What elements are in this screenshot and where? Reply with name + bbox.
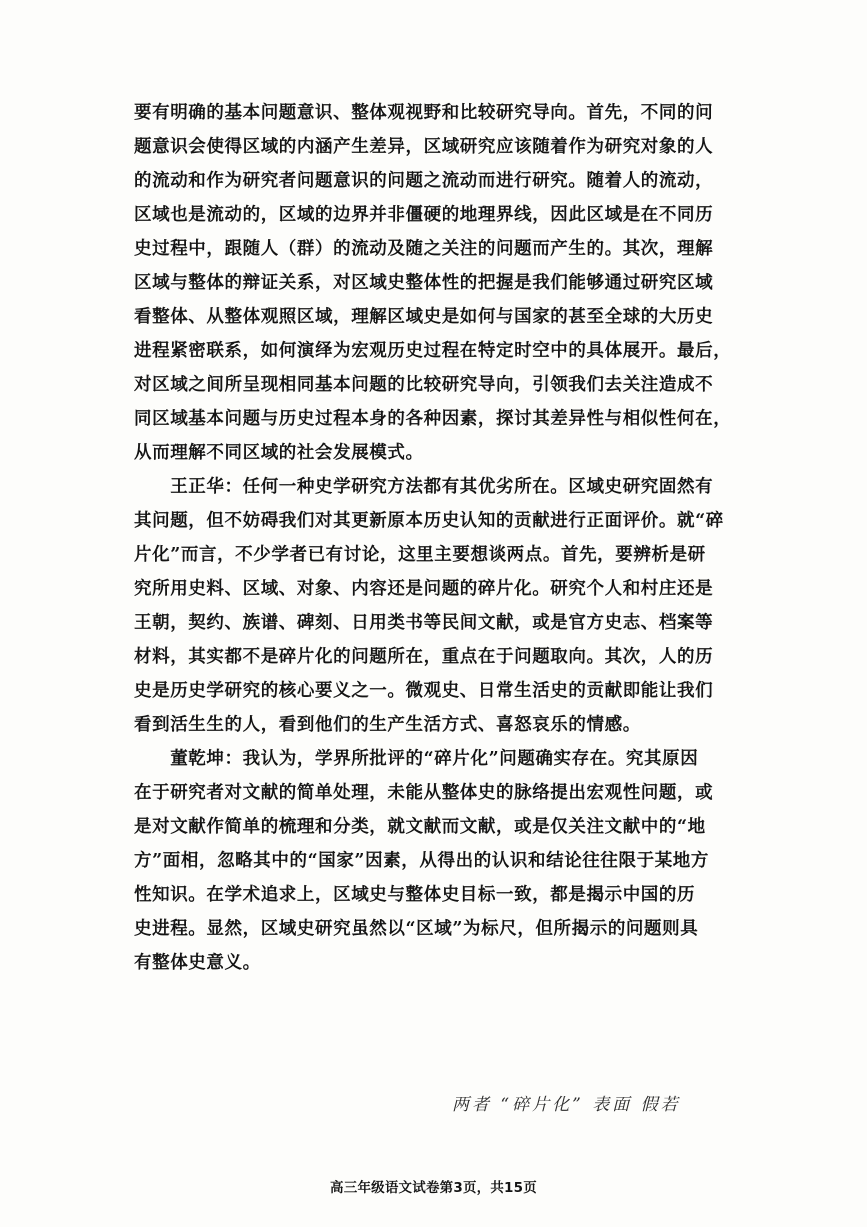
text-line: 王朝，契约、族谱、碑刻、日用类书等民间文献，或是官方史志、档案等 — [134, 613, 714, 633]
paragraph-start-line: 王正华：任何一种史学研究方法都有其优劣所在。区域史研究固然有 — [134, 477, 714, 497]
text-line: 从而理解不同区域的社会发展模式。 — [134, 443, 424, 463]
text-line: 看到活生生的人，看到他们的生产生活方式、喜怒哀乐的情感。 — [134, 715, 641, 735]
text-line: 史进程。显然，区域史研究虽然以“区域”为标尺，但所揭示的问题则具 — [134, 919, 699, 939]
text-line: 题意识会使得区域的内涵产生差异，区域研究应该随着作为研究对象的人 — [134, 137, 714, 157]
text-line: 方”面相，忽略其中的“国家”因素，从得出的认识和结论往往限于某地方 — [134, 851, 709, 871]
text-line: 史过程中，跟随人（群）的流动及随之关注的问题而产生的。其次，理解 — [134, 239, 714, 259]
text-line: 进程紧密联系，如何演绎为宏观历史过程在特定时空中的具体展开。最后， — [134, 341, 732, 361]
handwritten-note: 两者 “碎片化” 表面 假若 — [452, 1095, 681, 1115]
text-line: 区域也是流动的，区域的边界并非僵硬的地理界线，因此区域是在不同历 — [134, 205, 714, 225]
text-line: 对区域之间所呈现相同基本问题的比较研究导向，引领我们去关注造成不 — [134, 375, 714, 395]
text-line: 其问题，但不妨碍我们对其更新原本历史认知的贡献进行正面评价。就“碎 — [134, 511, 724, 531]
text-line: 是对文献作简单的梳理和分类，就文献而文献，或是仅关注文献中的“地 — [134, 817, 706, 837]
text-line: 究所用史料、区域、对象、内容还是问题的碎片化。研究个人和村庄还是 — [134, 579, 714, 599]
article-body — [134, 96, 734, 980]
text-line: 看整体、从整体观照区域，理解区域史是如何与国家的甚至全球的大历史 — [134, 307, 714, 327]
text-line: 材料，其实都不是碎片化的问题所在，重点在于问题取向。其次，人的历 — [134, 647, 714, 667]
paragraph-start-line: 董乾坤：我认为，学界所批评的“碎片化”问题确实存在。究其原因 — [134, 749, 699, 769]
text-line: 性知识。在学术追求上，区域史与整体史目标一致，都是揭示中国的历 — [134, 885, 696, 905]
text-line: 在于研究者对文献的简单处理，未能从整体史的脉络提出宏观性问题，或 — [134, 783, 714, 803]
text-line: 史是历史学研究的核心要义之一。微观史、日常生活史的贡献即能让我们 — [134, 681, 714, 701]
text-line: 要有明确的基本问题意识、整体观视野和比较研究导向。首先，不同的问 — [134, 103, 714, 123]
text-line: 的流动和作为研究者问题意识的问题之流动而进行研究。随着人的流动， — [134, 171, 714, 191]
text-line: 片化”而言，不少学者已有讨论，这里主要想谈两点。首先，要辨析是研 — [134, 545, 706, 565]
text-line: 区域与整体的辩证关系，对区域史整体性的把握是我们能够通过研究区域 — [134, 273, 714, 293]
page-footer: 高三年级语文试卷第3页，共15页 — [330, 1180, 537, 1196]
text-line: 同区域基本问题与历史过程本身的各种因素，探讨其差异性与相似性何在， — [134, 409, 732, 429]
text-line: 有整体史意义。 — [134, 953, 261, 973]
